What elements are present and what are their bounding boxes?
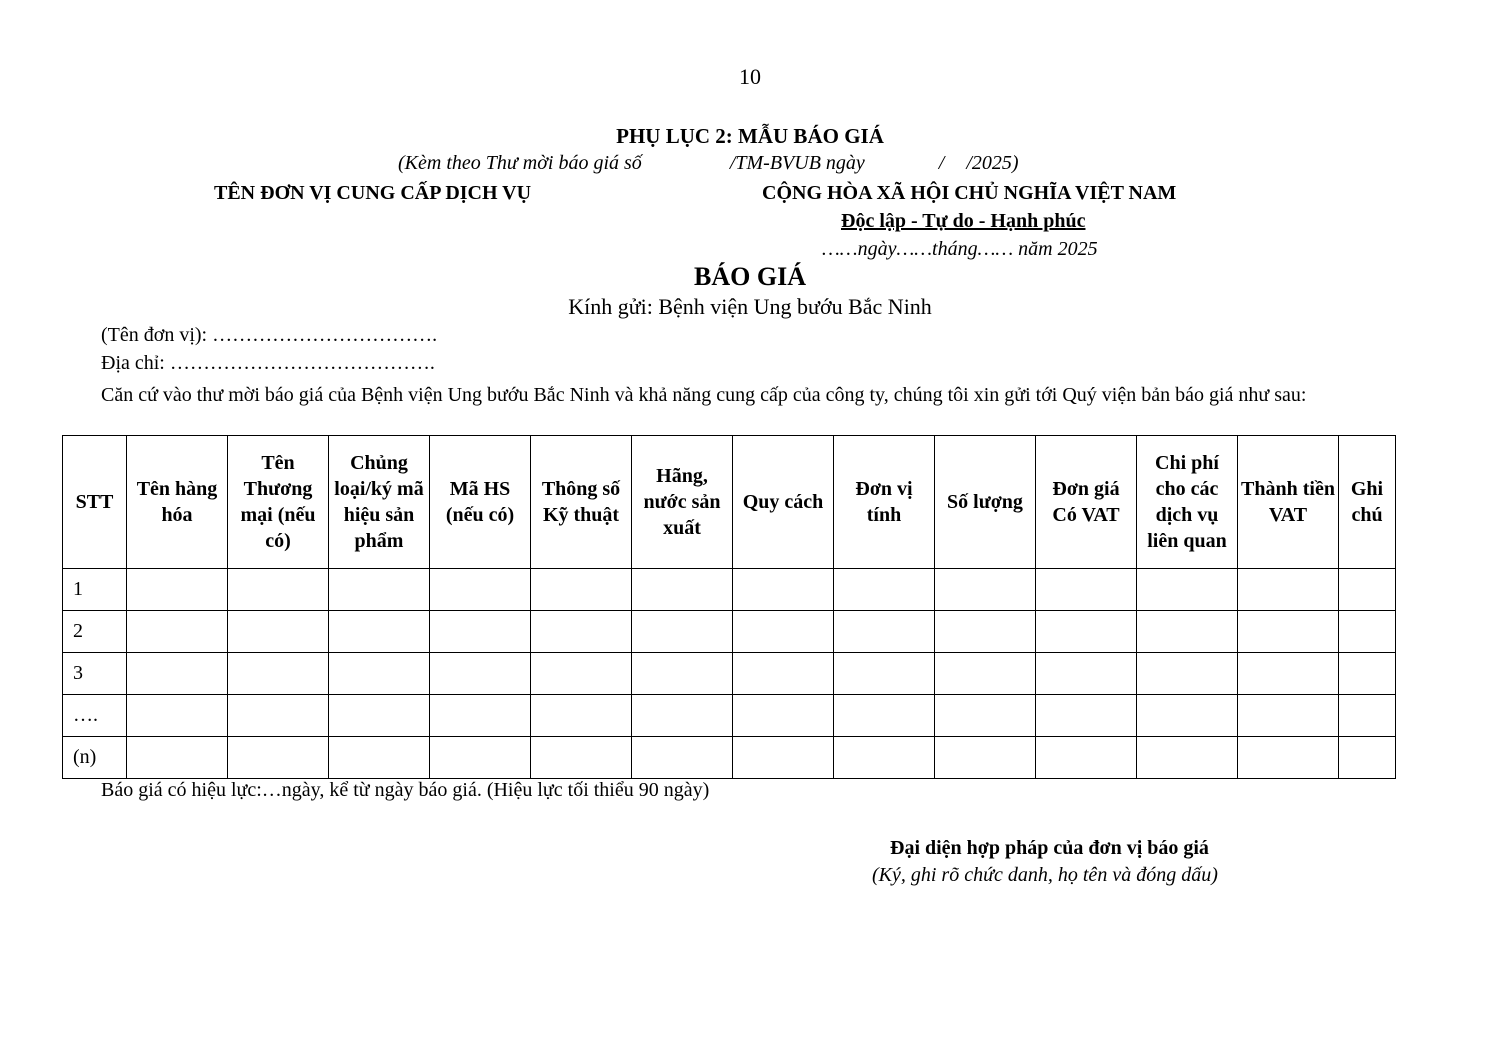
table-cell (430, 611, 531, 653)
date-line: ……ngày……tháng…… năm 2025 (822, 238, 1098, 260)
attachment-note-part4: /2025) (966, 152, 1019, 174)
row-index: 1 (63, 569, 127, 611)
signature-note: (Ký, ghi rõ chức danh, họ tên và đóng dấu) (872, 864, 1218, 886)
signature-title: Đại diện hợp pháp của đơn vị báo giá (890, 837, 1209, 859)
header-total: Thành tiền VAT (1238, 436, 1339, 569)
attachment-note (398, 152, 1019, 175)
table-cell (1137, 653, 1238, 695)
table-row (63, 653, 1396, 695)
header-packaging: Quy cách (733, 436, 834, 569)
table-cell (834, 653, 935, 695)
table-cell (632, 695, 733, 737)
table-cell (127, 653, 228, 695)
republic-name: CỘNG HÒA XÃ HỘI CHỦ NGHĨA VIỆT NAM (762, 182, 1177, 204)
header-specification: Thông số Kỹ thuật (531, 436, 632, 569)
table-cell (1137, 695, 1238, 737)
appendix-title: PHỤ LỤC 2: MẪU BÁO GIÁ (616, 124, 884, 148)
header-quantity: Số lượng (935, 436, 1036, 569)
table-cell (1238, 653, 1339, 695)
validity-note: Báo giá có hiệu lực:…ngày, kể từ ngày báo giá. (Hiệu lực tối thiểu 90 ngày) (101, 779, 710, 801)
table-cell (632, 653, 733, 695)
table-cell (228, 569, 329, 611)
table-cell (733, 695, 834, 737)
table-cell (1339, 569, 1396, 611)
table-cell (329, 695, 430, 737)
table-cell (1339, 653, 1396, 695)
provider-name: TÊN ĐƠN VỊ CUNG CẤP DỊCH VỤ (214, 182, 532, 204)
table-cell (430, 695, 531, 737)
table-row (63, 611, 1396, 653)
attachment-note-part1: (Kèm theo Thư mời báo giá số (398, 152, 642, 174)
table-cell (733, 653, 834, 695)
table-body (63, 569, 1396, 779)
header-manufacturer: Hãng, nước sản xuất (632, 436, 733, 569)
attachment-note-part3: / (938, 152, 945, 174)
header-stt: STT (63, 436, 127, 569)
header-service-cost: Chi phí cho các dịch vụ liên quan (1137, 436, 1238, 569)
header-note: Ghi chú (1339, 436, 1396, 569)
attachment-note-part2: /TM-BVUB ngày (729, 152, 865, 174)
table-cell (632, 611, 733, 653)
header-unit-price: Đơn giá Có VAT (1036, 436, 1137, 569)
unit-line: (Tên đơn vị): ……………………………. (101, 324, 438, 346)
table-header-row (63, 436, 1396, 569)
table-cell (430, 653, 531, 695)
header-item-name: Tên hàng hóa (127, 436, 228, 569)
header-model-code: Chủng loại/ký mã hiệu sản phẩm (329, 436, 430, 569)
row-index: 2 (63, 611, 127, 653)
motto: Độc lập - Tự do - Hạnh phúc (841, 210, 1086, 232)
table-cell (329, 611, 430, 653)
table-cell (531, 695, 632, 737)
table-cell (228, 611, 329, 653)
table-cell (531, 611, 632, 653)
address-line: Địa chỉ: …………………………………. (101, 352, 435, 374)
header-hs-code: Mã HS (nếu có) (430, 436, 531, 569)
table-cell (733, 611, 834, 653)
table-cell (935, 737, 1036, 779)
table-cell (329, 569, 430, 611)
table-cell (430, 569, 531, 611)
table-cell (127, 695, 228, 737)
row-index: 3 (63, 653, 127, 695)
header-trade-name: Tên Thương mại (nếu có) (228, 436, 329, 569)
table-cell (935, 653, 1036, 695)
table-cell (1238, 569, 1339, 611)
table-cell (935, 611, 1036, 653)
table-cell (834, 737, 935, 779)
table-row (63, 737, 1396, 779)
table-cell (531, 737, 632, 779)
quote-title: BÁO GIÁ (694, 262, 806, 291)
table-cell (632, 569, 733, 611)
table-cell (1036, 611, 1137, 653)
table-cell (1036, 695, 1137, 737)
table-cell (834, 569, 935, 611)
table-cell (531, 569, 632, 611)
table-cell (1339, 737, 1396, 779)
table-cell (1339, 695, 1396, 737)
table-cell (834, 611, 935, 653)
table-row (63, 695, 1396, 737)
table-cell (834, 695, 935, 737)
row-index: (n) (63, 737, 127, 779)
row-index: …. (63, 695, 127, 737)
table-cell (228, 695, 329, 737)
table-cell (1137, 611, 1238, 653)
table-cell (127, 611, 228, 653)
table-cell (733, 569, 834, 611)
table-cell (1036, 653, 1137, 695)
table-cell (632, 737, 733, 779)
table-cell (1137, 569, 1238, 611)
table-cell (1238, 611, 1339, 653)
table-cell (1238, 737, 1339, 779)
quote-table (62, 435, 1396, 779)
table-cell (1137, 737, 1238, 779)
table-cell (1238, 695, 1339, 737)
table-cell (531, 653, 632, 695)
table-cell (1036, 737, 1137, 779)
table-cell (1036, 569, 1137, 611)
table-cell (127, 569, 228, 611)
header-unit: Đơn vị tính (834, 436, 935, 569)
table-cell (935, 569, 1036, 611)
table-cell (127, 737, 228, 779)
table-row (63, 569, 1396, 611)
table-cell (228, 653, 329, 695)
basis-line: Căn cứ vào thư mời báo giá của Bệnh viện Ung bướu Bắc Ninh và khả năng cung cấp của công ty, chúng tôi xin gửi tới Quý viện bản báo giá như sau: (101, 384, 1307, 406)
recipient: Kính gửi: Bệnh viện Ung bướu Bắc Ninh (568, 294, 932, 319)
page-number: 10 (739, 64, 761, 89)
table-cell (733, 737, 834, 779)
table-cell (430, 737, 531, 779)
table-cell (329, 737, 430, 779)
table-cell (1339, 611, 1396, 653)
table-cell (935, 695, 1036, 737)
table-cell (329, 653, 430, 695)
table-cell (228, 737, 329, 779)
